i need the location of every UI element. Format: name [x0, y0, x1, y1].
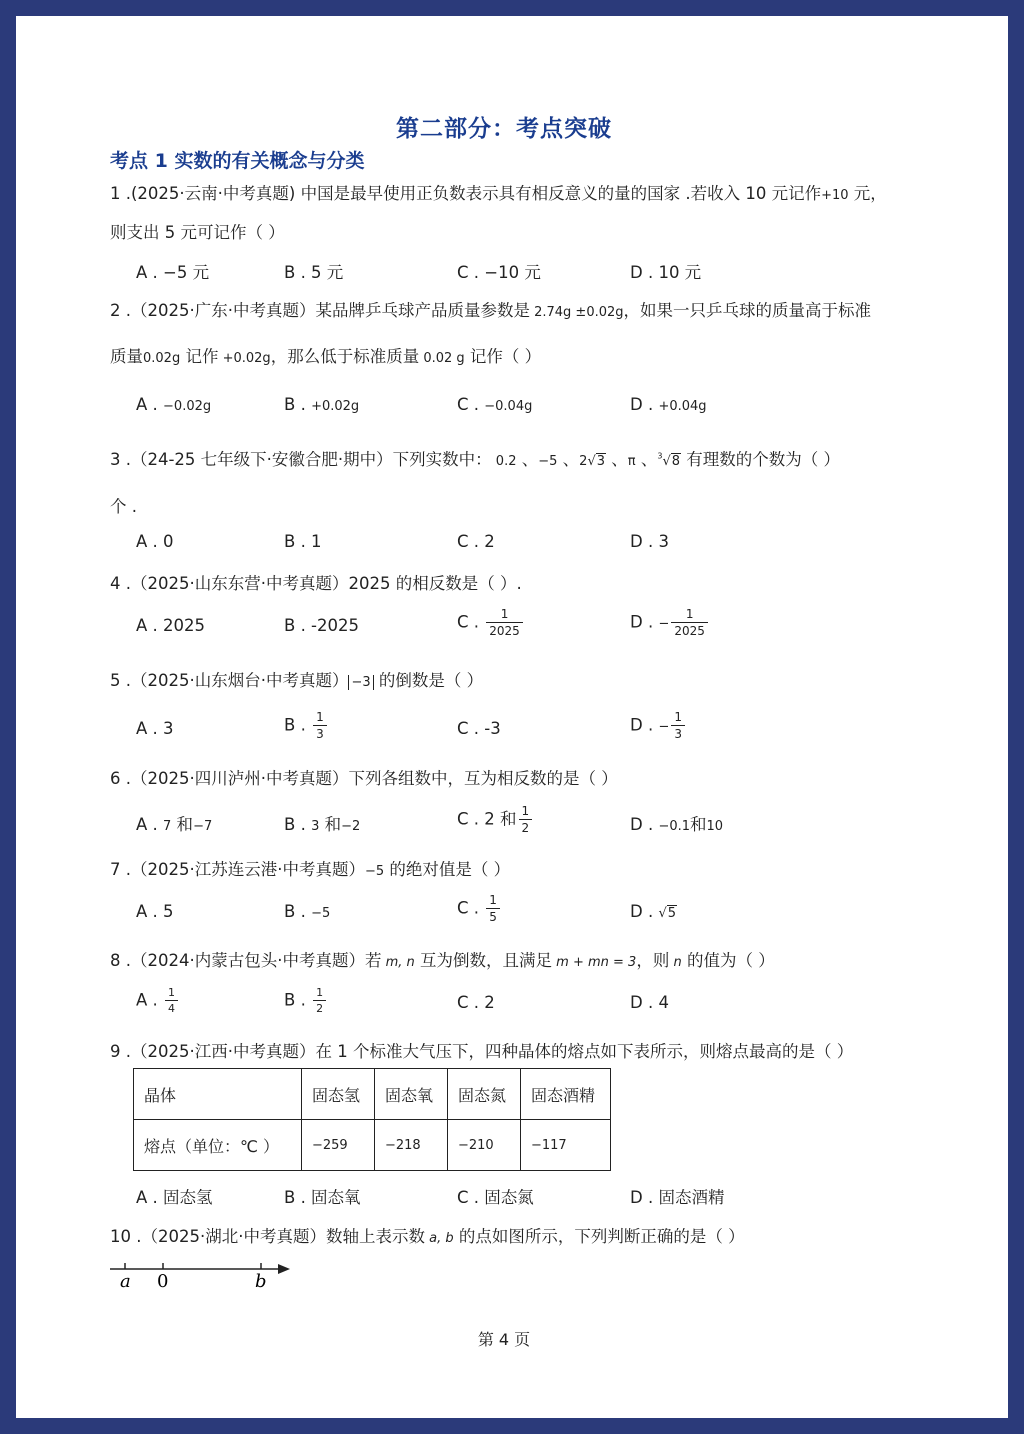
q9-option-c[interactable]: C . 固态氮 [457, 1188, 534, 1207]
table-cell: 晶体 [134, 1069, 302, 1120]
question-1-line-2: 则支出 5 元可记作（ ） [110, 223, 285, 242]
q2-option-b[interactable]: B . +0.02g [284, 395, 360, 414]
question-2-line-2: 质量0.02g 记作 +0.02g，那么低于标准质量 0.02 g 记作（ ） [110, 347, 542, 366]
q7-option-a[interactable]: A . 5 [136, 902, 174, 921]
q9-option-d[interactable]: D . 固态酒精 [630, 1188, 725, 1207]
table-cell: −218 [375, 1120, 448, 1171]
q9-option-a[interactable]: A . 固态氢 [136, 1188, 213, 1207]
q3-option-d[interactable]: D . 3 [630, 532, 669, 551]
number-line-arrow [278, 1264, 290, 1274]
page-title: 第二部分：考点突破 [396, 116, 612, 142]
q2-option-c[interactable]: C . −0.04g [457, 395, 533, 414]
q1-option-a[interactable]: A . −5 元 [136, 263, 210, 282]
q5-option-c[interactable]: C . -3 [457, 719, 501, 738]
q3-option-a[interactable]: A . 0 [136, 532, 174, 551]
q3-option-b[interactable]: B . 1 [284, 532, 322, 551]
q1-option-d[interactable]: D . 10 元 [630, 263, 702, 282]
q4-option-a[interactable]: A . 2025 [136, 616, 206, 635]
q4-option-c[interactable]: C . $\frac{1}{2025}$ [457, 607, 525, 639]
q7-option-d[interactable]: D . √5 [630, 902, 677, 921]
q6-option-a[interactable]: A . 7 和−7 [136, 815, 213, 834]
page-number: 第 4 页 [477, 1330, 531, 1349]
label-a: a [120, 1271, 131, 1292]
q6-option-b[interactable]: B . 3 和−2 [284, 815, 361, 834]
question-2-line-1: 2 .（2025·广东·中考真题）某品牌乒乓球产品质量参数是 2.74g ±0.02g，如果一只乒乓球的质量高于标准 [110, 301, 872, 320]
q6-option-c[interactable]: C . 2 和 $\frac{1}{2}$ [457, 804, 534, 836]
table-cell: 固态氢 [302, 1069, 375, 1120]
question-6-line-1: 6 .（2025·四川泸州·中考真题）下列各组数中，互为相反数的是（ ） [110, 769, 618, 788]
question-3-line-2: 个 . [110, 497, 137, 516]
q5-option-b[interactable]: B . $\frac{1}{3}$ [284, 710, 329, 742]
q1-option-b[interactable]: B . 5 元 [284, 263, 344, 282]
table-row [134, 1120, 611, 1171]
melting-point-table [133, 1068, 611, 1171]
table-cell: −259 [302, 1120, 375, 1171]
q3-option-c[interactable]: C . 2 [457, 532, 495, 551]
q4-option-b[interactable]: B . -2025 [284, 616, 359, 635]
question-1-line-1: 1 .(2025·云南·中考真题) 中国是最早使用正负数表示具有相反意义的量的国家 .若收入 10 元记作+10 元， [110, 184, 887, 203]
question-4-line-1: 4 .（2025·山东东营·中考真题）2025 的相反数是（ ）. [110, 574, 522, 593]
q7-option-b[interactable]: B . −5 [284, 902, 331, 921]
q5-option-a[interactable]: A . 3 [136, 719, 174, 738]
table-cell: 固态酒精 [521, 1069, 611, 1120]
table-cell: 固态氮 [448, 1069, 521, 1120]
question-5-line-1: 5 .（2025·山东烟台·中考真题） −3 的倒数是（ ） [110, 671, 484, 690]
number-line-figure [108, 1256, 308, 1296]
table-cell: 熔点（单位：℃ ） [134, 1120, 302, 1171]
q8-option-d[interactable]: D . 4 [630, 993, 669, 1012]
question-8-line-1: 8 .（2024·内蒙古包头·中考真题）若 m, n 互为倒数，且满足 m + mn = 3，则 n 的值为（ ） [110, 951, 775, 970]
question-10-line-1: 10 .（2025·湖北·中考真题）数轴上表示数 a, b 的点如图所示，下列判断正确的是（ ） [110, 1227, 745, 1246]
question-7-line-1: 7 .（2025·江苏连云港·中考真题）−5 的绝对值是（ ） [110, 860, 511, 879]
q8-option-a[interactable]: A . $\frac{1}{4}$ [136, 986, 180, 1016]
q5-option-d[interactable]: D . − $\frac{1}{3}$ [630, 710, 687, 742]
table-row [134, 1069, 611, 1120]
label-zero: 0 [157, 1271, 169, 1292]
q4-option-d[interactable]: D . − $\frac{1}{2025}$ [630, 607, 710, 639]
table-cell: 固态氧 [375, 1069, 448, 1120]
q2-option-d[interactable]: D . +0.04g [630, 395, 707, 414]
q7-option-c[interactable]: C . $\frac{1}{5}$ [457, 893, 502, 925]
table-cell: −210 [448, 1120, 521, 1171]
q6-option-d[interactable]: D . −0.1和10 [630, 815, 724, 834]
label-b: b [255, 1271, 267, 1292]
q8-option-c[interactable]: C . 2 [457, 993, 495, 1012]
q8-option-b[interactable]: B . $\frac{1}{2}$ [284, 986, 328, 1016]
q1-option-c[interactable]: C . −10 元 [457, 263, 541, 282]
question-9-line-1: 9 .（2025·江西·中考真题）在 1 个标准大气压下，四种晶体的熔点如下表所示，则熔点最高的是（ ） [110, 1042, 854, 1061]
question-3-line-1: 3 .（24-25 七年级下·安徽合肥·期中）下列实数中： 0.2 、−5 、2√3 、π 、$^3$√8 有理数的个数为（ ） [110, 450, 841, 469]
q9-option-b[interactable]: B . 固态氧 [284, 1188, 361, 1207]
section-heading: 考点 1 实数的有关概念与分类 [110, 150, 365, 172]
document-page [16, 16, 1008, 1418]
q2-option-a[interactable]: A . −0.02g [136, 395, 212, 414]
table-cell: −117 [521, 1120, 611, 1171]
